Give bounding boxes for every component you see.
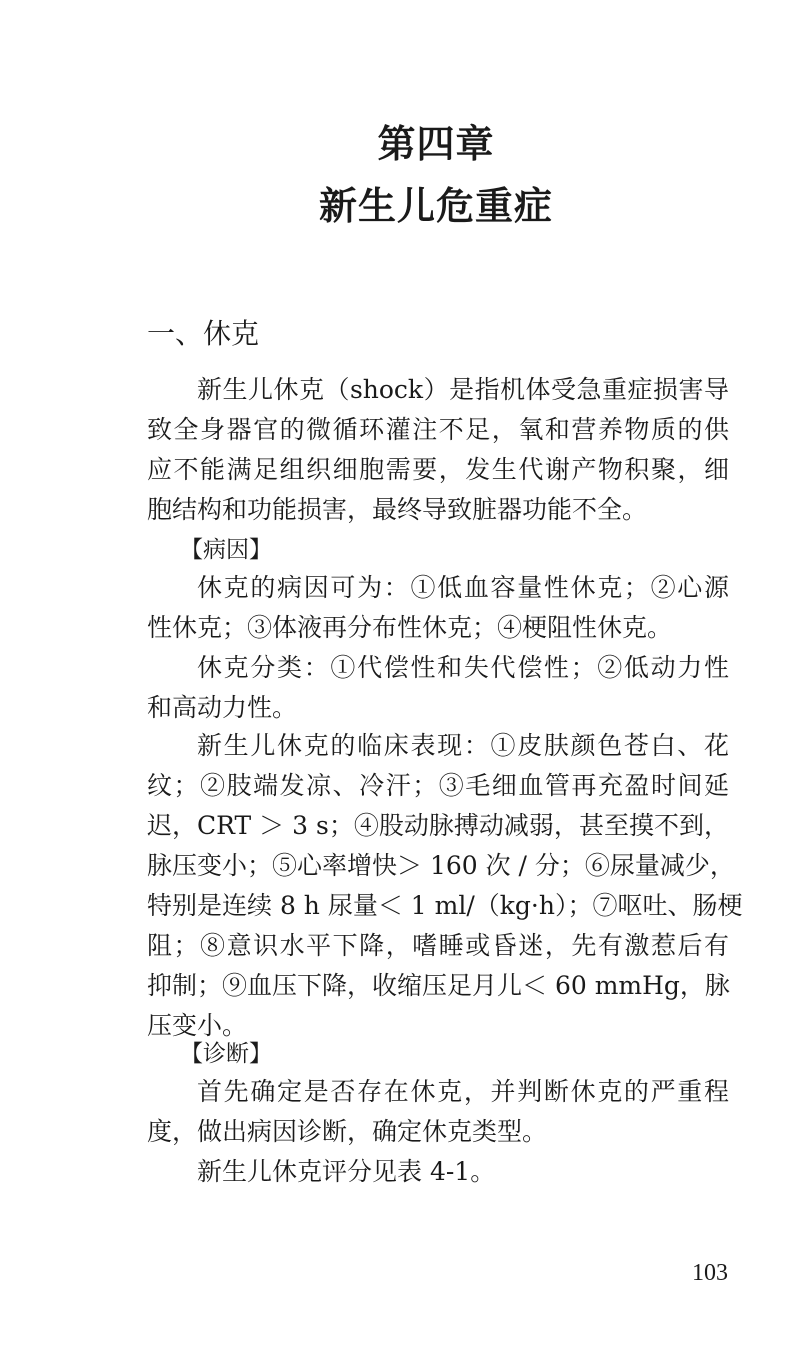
intro-line: 致全身器官的微循环灌注不足，氧和营养物质的供 [147,415,729,444]
clinical-line: 抑制；⑨血压下降，收缩压足月儿＜ 60 mmHg，脉 [147,971,730,1000]
clinical-line: 迟，CRT ＞ 3 s；④股动脉搏动减弱，甚至摸不到， [147,811,729,840]
classification-line: 休克分类：①代偿性和失代偿性；②低动力性 [197,653,729,682]
clinical-line: 阻；⑧意识水平下降，嗜睡或昏迷，先有激惹后有 [147,931,729,960]
intro-line: 新生儿休克（shock）是指机体受急重症损害导 [197,375,729,404]
intro-paragraph [147,370,729,530]
etiology-heading: 【病因】 [180,537,272,563]
clinical-line: 新生儿休克的临床表现：①皮肤颜色苍白、花 [197,731,729,760]
score-reference-paragraph [147,1152,729,1192]
diagnosis-paragraph [147,1072,729,1152]
clinical-line: 特别是连续 8 h 尿量＜ 1 ml/（kg·h）；⑦呕吐、肠梗 [147,891,743,920]
intro-line: 应不能满足组织细胞需要，发生代谢产物积聚，细 [147,455,729,484]
etiology-line: 休克的病因可为：①低血容量性休克；②心源 [197,573,729,602]
diagnosis-line: 首先确定是否存在休克，并判断休克的严重程 [197,1077,729,1106]
etiology-paragraph [147,568,729,648]
diagnosis-line: 度，做出病因诊断，确定休克类型。 [147,1117,548,1146]
etiology-line: 性休克；③体液再分布性休克；④梗阻性休克。 [147,613,673,642]
intro-line: 胞结构和功能损害，最终导致脏器功能不全。 [147,495,648,524]
section-heading: 一、休克 [147,317,260,350]
diagnosis-heading: 【诊断】 [180,1041,272,1067]
clinical-line: 纹；②肢端发凉、冷汗；③毛细血管再充盈时间延 [147,771,729,800]
classification-paragraph [147,648,729,728]
score-reference-line: 新生儿休克评分见表 4-1。 [197,1157,496,1186]
clinical-paragraph [147,726,743,1046]
classification-line: 和高动力性。 [147,693,298,722]
chapter-number: 第四章 [377,121,495,166]
clinical-line: 脉压变小；⑤心率增快＞ 160 次 / 分；⑥尿量减少， [147,851,735,880]
page-number: 103 [692,1260,728,1286]
clinical-line: 压变小。 [147,1011,248,1040]
chapter-title: 新生儿危重症 [318,183,553,228]
